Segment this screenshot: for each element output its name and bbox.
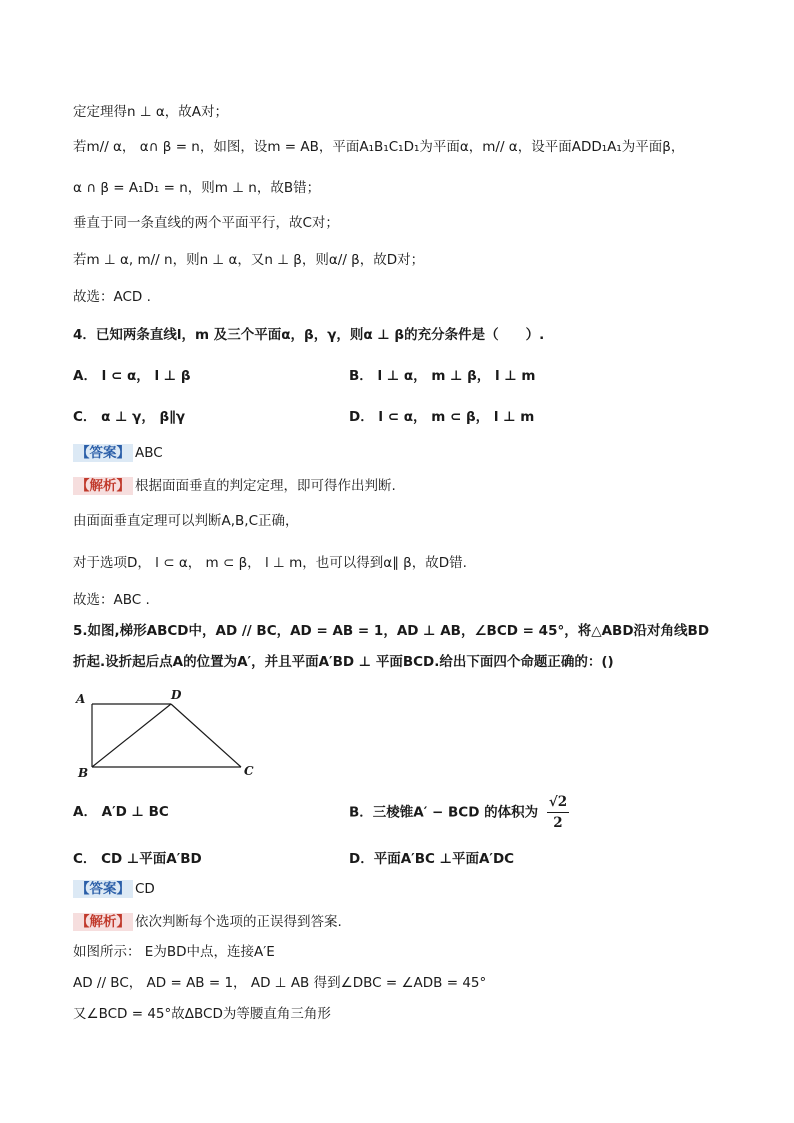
q4-option-a: A． l ⊂ α， l ⊥ β — [73, 368, 191, 384]
question-5-stem-2: 折起.设折起后点A的位置为A′，并且平面A′BD ⊥ 平面BCD.给出下面四个命题正确的：() — [73, 654, 614, 670]
label-b: B — [78, 766, 89, 780]
label-a: A — [76, 692, 86, 706]
q5-answer: CD — [135, 881, 155, 897]
label-c: C — [244, 764, 254, 778]
text-line: 又∠BCD = 45°故ΔBCD为等腰直角三角形 — [73, 1006, 331, 1022]
q5-option-b — [349, 792, 569, 833]
q5-option-c: C． CD ⊥平面A′BD — [73, 851, 202, 867]
text-line: 故选：ABC . — [73, 592, 150, 608]
label-d: D — [171, 688, 182, 702]
fraction-denominator: 2 — [553, 815, 563, 831]
q5-option-d: D．平面A′BC ⊥平面A′DC — [349, 851, 515, 867]
q5-analysis: 依次判断每个选项的正误得到答案. — [135, 914, 342, 930]
q4-analysis: 根据面面垂直的判定定理，即可得作出判断. — [135, 478, 396, 494]
text-line: 垂直于同一条直线的两个平面平行，故C对； — [73, 215, 339, 231]
q4-answer-row — [73, 443, 163, 463]
q4-answer: ABC — [135, 445, 163, 461]
q4-analysis-row — [73, 476, 396, 496]
text-line: 若m// α， α∩ β = n，如图，设m = AB，平面A₁B₁C₁D₁为平面α，m// α，设平面ADD₁A₁为平面β， — [73, 139, 685, 155]
text-line: 定定理得n ⊥ α，故A对； — [73, 104, 229, 120]
q4-option-d: D． l ⊂ α， m ⊂ β， l ⊥ m — [349, 409, 535, 425]
analysis-tag: 【解析】 — [73, 913, 133, 931]
text-line: 故选：ACD . — [73, 289, 151, 305]
trapezoid-figure — [70, 684, 270, 782]
text-line: 对于选项D， l ⊂ α， m ⊂ β， l ⊥ m，也可以得到α∥ β，故D错. — [73, 555, 467, 571]
q4-option-c: C． α ⊥ γ， β∥γ — [73, 409, 186, 425]
analysis-tag: 【解析】 — [73, 477, 133, 495]
fraction — [547, 792, 569, 833]
q5-answer-row — [73, 879, 155, 899]
fraction-numerator: √2 — [547, 792, 569, 813]
question-4-stem: 4．已知两条直线l，m 及三个平面α，β，γ，则α ⊥ β的充分条件是（ ）. — [73, 327, 545, 343]
q5-option-b-text: B．三棱锥A′ − BCD 的体积为 — [349, 804, 539, 821]
text-line: AD // BC， AD = AB = 1， AD ⊥ AB 得到∠DBC = ∠ADB = 45° — [73, 975, 487, 991]
q4-option-b: B． l ⊥ α， m ⊥ β， l ⊥ m — [349, 368, 536, 384]
q5-option-a: A． A′D ⊥ BC — [73, 804, 169, 820]
question-5-stem-1: 5.如图,梯形ABCD中，AD // BC，AD = AB = 1，AD ⊥ AB，∠BCD = 45°，将△ABD沿对角线BD — [73, 623, 710, 639]
q5-analysis-row — [73, 912, 342, 932]
text-line: 由面面垂直定理可以判断A,B,C正确， — [73, 513, 299, 529]
text-line: 若m ⊥ α, m// n，则n ⊥ α，又n ⊥ β，则α// β，故D对； — [73, 252, 425, 268]
text-line: 如图所示： E为BD中点，连接A′E — [73, 944, 275, 960]
text-line: α ∩ β = A₁D₁ = n，则m ⊥ n，故B错； — [73, 180, 321, 196]
answer-tag: 【答案】 — [73, 880, 133, 898]
answer-tag: 【答案】 — [73, 444, 133, 462]
